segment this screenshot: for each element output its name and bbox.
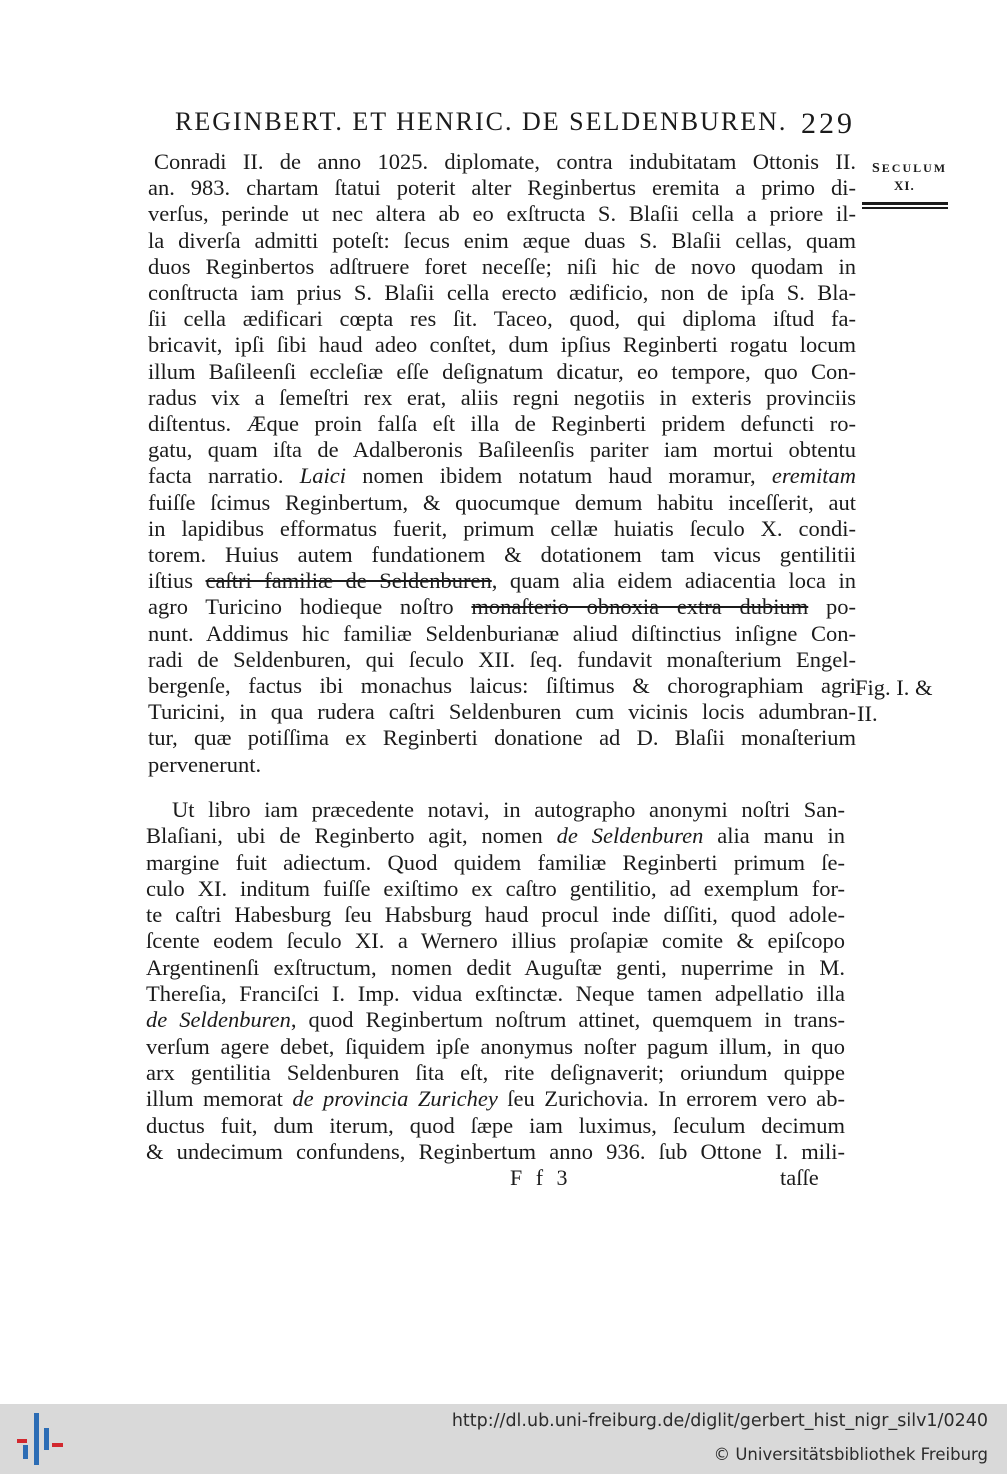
copyright-notice: © Universitätsbibliothek Freiburg bbox=[713, 1445, 988, 1464]
text-segment: facta narratio. bbox=[148, 463, 300, 489]
text-segment: Ut libro iam præcedente notavi, in autographo anonymi noſtri San- bbox=[172, 797, 845, 822]
text-segment: te caſtri Habesburg ſeu Habsburg haud procul inde diſſiti, quod adole- bbox=[146, 902, 845, 928]
text-segment: , quod Reginbertum noſtrum attinet, quemquem in trans- bbox=[290, 1007, 845, 1033]
text-segment: alia manu in bbox=[703, 823, 846, 849]
text-segment: Conradi II. de anno 1025. diplomate, contra indubitatam Ottonis II. bbox=[154, 149, 856, 174]
text-line bbox=[148, 254, 856, 280]
margin-rule bbox=[862, 207, 948, 209]
paragraph bbox=[148, 149, 856, 778]
viewer-footer-bar bbox=[0, 1404, 1007, 1474]
text-segment: margine fuit adiectum. Quod quidem familiæ Reginberti primum ſe- bbox=[146, 849, 845, 875]
catchword: taſſe bbox=[780, 1165, 819, 1190]
paragraph bbox=[146, 797, 845, 1165]
text-line bbox=[148, 149, 856, 175]
text-segment: ductus fuit, dum iterum, quod ſæpe iam luximus, ſeculum decimum bbox=[146, 1112, 845, 1138]
permalink-url: http://dl.ub.uni-freiburg.de/diglit/gerbert_hist_nigr_silv1/0240 bbox=[451, 1411, 988, 1431]
text-line bbox=[148, 699, 856, 725]
text-segment: conſtructa iam prius S. Blaſii cella erecto ædificio, non de ipſa S. Bla- bbox=[148, 280, 856, 306]
text-segment: la diverſa admitti poteſt: ſecus enim æque duas S. Blaſii cellas, quam bbox=[148, 227, 856, 253]
text-segment: radi de Seldenburen, qui ſeculo XII. ſeq. fundavit monaſterium Engel- bbox=[148, 646, 856, 672]
text-line bbox=[148, 359, 856, 385]
text-segment: iſtius bbox=[148, 568, 206, 594]
text-segment: illum memorat bbox=[146, 1086, 293, 1112]
text-line bbox=[148, 542, 856, 568]
text-segment: verſum agere debet, ſiquidem ipſe anonymus noſter pagum illum, in quo bbox=[146, 1033, 845, 1059]
text-segment: pervenerunt. bbox=[148, 751, 262, 777]
text-line bbox=[146, 1113, 845, 1139]
text-segment: ſeu Zurichovia. In errorem vero ab- bbox=[497, 1086, 845, 1112]
text-line bbox=[148, 568, 856, 594]
running-head-title: REGINBERT. ET HENRIC. DE SELDENBUREN. bbox=[175, 107, 788, 136]
text-segment: diſtentus. Æque proin falſa eſt illa de Reginberti pridem defuncti ro- bbox=[148, 411, 856, 437]
text-line bbox=[148, 201, 856, 227]
page-number: 229 bbox=[801, 107, 855, 140]
italic-text: Laici bbox=[299, 463, 347, 489]
text-line bbox=[148, 621, 856, 647]
margin-note-figure-reference: Fig. I. & bbox=[855, 675, 933, 700]
text-line bbox=[146, 1034, 845, 1060]
text-segment: Argentinenſi exſtructum, nomen dedit Auguſtæ genti, nuperrime in M. bbox=[146, 954, 845, 980]
text-line bbox=[146, 955, 845, 981]
text-line bbox=[148, 175, 856, 201]
text-line bbox=[146, 797, 845, 823]
text-line bbox=[148, 673, 856, 699]
text-line bbox=[146, 1060, 845, 1086]
italic-text: de Seldenburen bbox=[146, 1007, 291, 1033]
text-segment: po- bbox=[808, 594, 857, 620]
text-segment: torem. Huius autem fundationem & dotationem tam vicus gentilitii bbox=[148, 542, 856, 568]
text-line bbox=[146, 823, 845, 849]
text-line bbox=[148, 280, 856, 306]
italic-text: eremitam bbox=[771, 463, 856, 489]
italic-text: de Seldenburen bbox=[556, 823, 704, 849]
text-segment: in lapidibus efformatus fuerit, primum cellæ huiatis ſeculo X. condi- bbox=[148, 515, 856, 541]
text-line bbox=[146, 850, 845, 876]
text-line bbox=[148, 752, 856, 778]
text-line bbox=[146, 981, 845, 1007]
text-line bbox=[148, 228, 856, 254]
margin-note-seculum: SECULUM bbox=[872, 161, 948, 176]
text-line bbox=[148, 725, 856, 751]
text-line bbox=[148, 594, 856, 620]
text-segment: Thereſia, Franciſci I. Imp. vidua exſtinctæ. Neque tamen adpellatio illa bbox=[146, 981, 845, 1007]
text-segment: fuiſſe ſcimus Reginbertum, & quocumque demum habitu inceſſerit, aut bbox=[148, 489, 856, 515]
text-line bbox=[146, 1007, 845, 1033]
text-segment: ſii cella ædificari cœpta res ſit. Taceo, quod, qui diploma iſtud fa- bbox=[148, 306, 856, 332]
text-line bbox=[148, 463, 856, 489]
text-segment: agro Turicino hodieque noſtro bbox=[148, 594, 472, 620]
text-segment: culo XI. inditum fuiſſe exiſtimo ex caſtro gentilitio, ad exemplum for- bbox=[146, 875, 845, 901]
text-line bbox=[146, 1139, 845, 1165]
text-line bbox=[146, 928, 845, 954]
text-line bbox=[148, 647, 856, 673]
margin-rule bbox=[862, 202, 948, 205]
text-segment: radus vix a ſemeſtri rex erat, aliis regni negotiis in exteris provinciis bbox=[148, 384, 856, 410]
text-segment: Blaſiani, ubi de Reginberto agit, nomen bbox=[146, 823, 557, 849]
italic-text: de provincia Zurichey bbox=[292, 1086, 498, 1112]
margin-note-figure-reference-cont: II. bbox=[857, 701, 878, 726]
text-segment: nomen ibidem notatum haud moramur, bbox=[346, 463, 772, 489]
text-line bbox=[148, 306, 856, 332]
text-line bbox=[146, 876, 845, 902]
text-segment: bergenſe, factus ibi monachus laicus: ſiſtimus & chorographiam agri bbox=[148, 673, 856, 699]
text-segment: arx gentilitia Seldenburen ſita eſt, rite deſignaverit; oriundum quippe bbox=[146, 1059, 845, 1085]
struck-text: caſtri familiæ de Seldenburen bbox=[205, 568, 492, 594]
text-segment: verſus, perinde ut nec altera ab eo exſtructa S. Blaſii cella a priore il- bbox=[148, 201, 856, 227]
text-line bbox=[148, 516, 856, 542]
signature-mark: F f 3 bbox=[510, 1165, 572, 1190]
text-line bbox=[146, 1086, 845, 1112]
text-segment: & undecimum confundens, Reginbertum anno 936. ſub Ottone I. mili- bbox=[146, 1138, 845, 1164]
text-line bbox=[148, 437, 856, 463]
margin-note-century: XI. bbox=[894, 178, 915, 193]
text-segment: duos Reginbertos adſtruere foret neceſſe; niſi hic de novo quodam in bbox=[148, 253, 856, 279]
text-line bbox=[146, 902, 845, 928]
text-line bbox=[148, 332, 856, 358]
text-line bbox=[148, 490, 856, 516]
text-segment: Turicini, in qua rudera caſtri Seldenburen cum vicinis locis adumbran- bbox=[148, 699, 856, 725]
library-logo-icon bbox=[12, 1410, 68, 1468]
text-segment: ſcente eodem ſeculo XI. a Wernero illius proſapiæ comite & epiſcopo bbox=[146, 928, 845, 954]
text-segment: an. 983. chartam ſtatui poterit alter Reginbertus eremita a primo di- bbox=[148, 175, 856, 201]
struck-text: monaſterio obnoxia extra dubium bbox=[471, 594, 809, 620]
text-segment: bricavit, ipſi ſibi haud adeo conſtet, dum ipſius Reginberti rogatu locum bbox=[148, 332, 856, 358]
text-segment: nunt. Addimus hic familiæ Seldenburianæ aliud diſtinctius inſigne Con- bbox=[148, 620, 856, 646]
text-segment: gatu, quam iſta de Adalberonis Baſileenſis pariter iam mortui obtentu bbox=[148, 437, 856, 463]
text-segment: tur, quæ potiſſima ex Reginberti donatione ad D. Blaſii monaſterium bbox=[148, 725, 856, 751]
text-line bbox=[148, 411, 856, 437]
text-segment: illum Baſileenſi eccleſiæ eſſe deſignatum dicatur, eo tempore, quo Con- bbox=[148, 358, 856, 384]
text-line bbox=[148, 385, 856, 411]
text-segment: , quam alia eidem adiacentia loca in bbox=[491, 568, 857, 594]
